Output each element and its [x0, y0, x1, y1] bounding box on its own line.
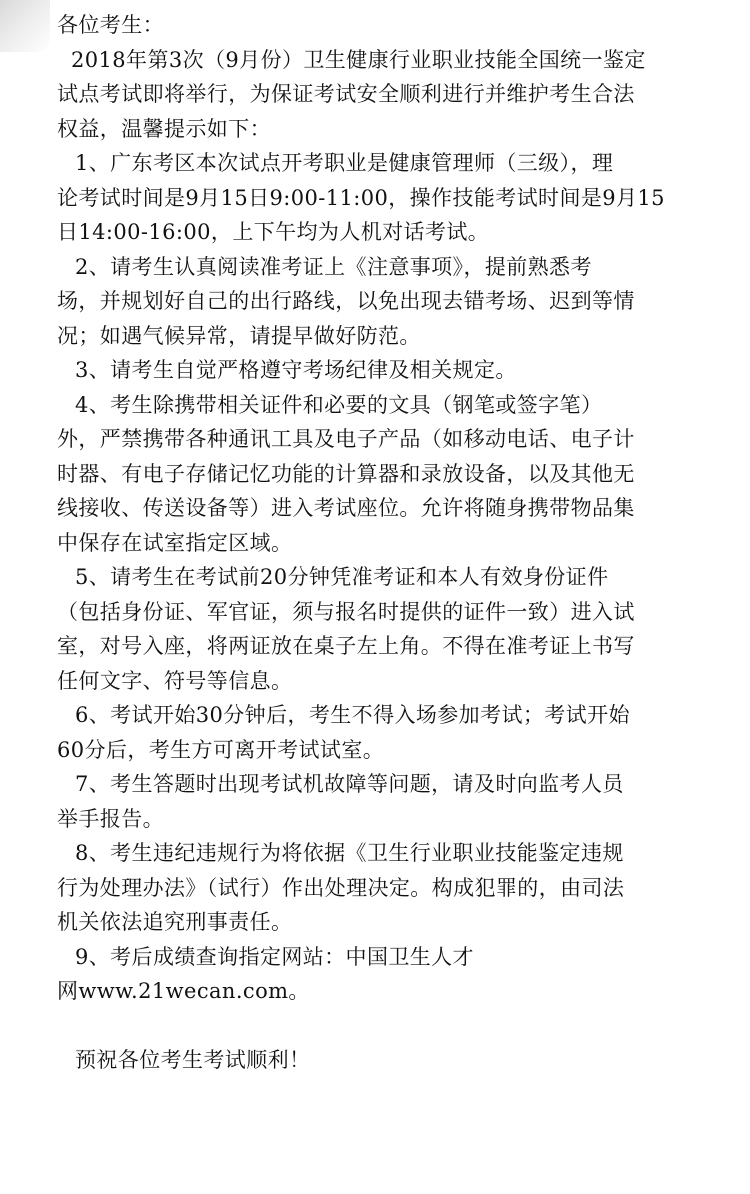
item-5-line: 室，对号入座，将两证放在桌子左上角。不得在准考证上书写	[57, 634, 635, 658]
item-8-line: 机关依法追究刑事责任。	[57, 910, 293, 934]
item-5-line: （包括身份证、军官证，须与报名时提供的证件一致）进入试	[57, 599, 635, 624]
item-1-line: 日14:00-16:00，上下午均为人机对话考试。	[57, 220, 490, 244]
item-7-line: 7、考生答题时出现考试机故障等问题，请及时向监考人员	[75, 772, 624, 796]
intro-line: 2018年第3次（9月份）卫生健康行业职业技能全国统一鉴定	[71, 47, 646, 72]
item-4-line: 中保存在试室指定区域。	[57, 530, 293, 555]
item-6-line: 60分后，考生方可离开考试试室。	[57, 737, 385, 762]
item-2-line: 场，并规划好自己的出行路线，以免出现去错考场、迟到等情	[57, 289, 635, 313]
item-8-line: 行为处理办法》（试行）作出处理决定。构成犯罪的，由司法	[57, 875, 625, 900]
item-4-line: 4、考生除携带相关证件和必要的文具（钢笔或签字笔）	[75, 392, 603, 417]
item-4-line: 外，严禁携带各种通讯工具及电子产品（如移动电话、电子计	[57, 427, 635, 451]
intro-line: 权益，温馨提示如下：	[57, 116, 271, 141]
intro-line: 试点考试即将举行，为保证考试安全顺利进行并维护考生合法	[57, 82, 635, 106]
closing-line: 预祝各位考生考试顺利！	[75, 1048, 311, 1072]
item-3-line: 3、请考生自觉严格遵守考场纪律及相关规定。	[75, 358, 517, 382]
item-5-line: 任何文字、符号等信息。	[57, 668, 293, 693]
item-1-line: 论考试时间是9月15日9:00-11:00，操作技能考试时间是9月15	[57, 185, 665, 210]
item-2-line: 况；如遇气候异常，请提早做好防范。	[57, 323, 421, 348]
item-9-line: 网www.21wecan.com。	[57, 979, 310, 1003]
greeting: 各位考生：	[57, 13, 164, 37]
item-5-line: 5、请考生在考试前20分钟凭准考证和本人有效身份证件	[75, 565, 609, 589]
item-4-line: 时器、有电子存储记忆功能的计算器和录放设备，以及其他无	[57, 461, 635, 486]
item-1-line: 1、广东考区本次试点开考职业是健康管理师（三级），理	[75, 151, 614, 175]
item-6-line: 6、考试开始30分钟后，考生不得入场参加考试；考试开始	[75, 703, 630, 727]
corner-shadow	[0, 0, 50, 52]
item-2-line: 2、请考生认真阅读准考证上《注意事项》，提前熟悉考	[75, 254, 592, 279]
item-4-line: 线接收、传送设备等）进入考试座位。允许将随身携带物品集	[57, 496, 635, 520]
item-7-line: 举手报告。	[57, 806, 164, 831]
blank-line	[57, 1009, 657, 1044]
item-9-line: 9、考后成绩查询指定网站：中国卫生人才	[75, 944, 474, 969]
item-8-line: 8、考生违纪违规行为将依据《卫生行业职业技能鉴定违规	[75, 841, 624, 865]
notice-document	[57, 8, 665, 1078]
